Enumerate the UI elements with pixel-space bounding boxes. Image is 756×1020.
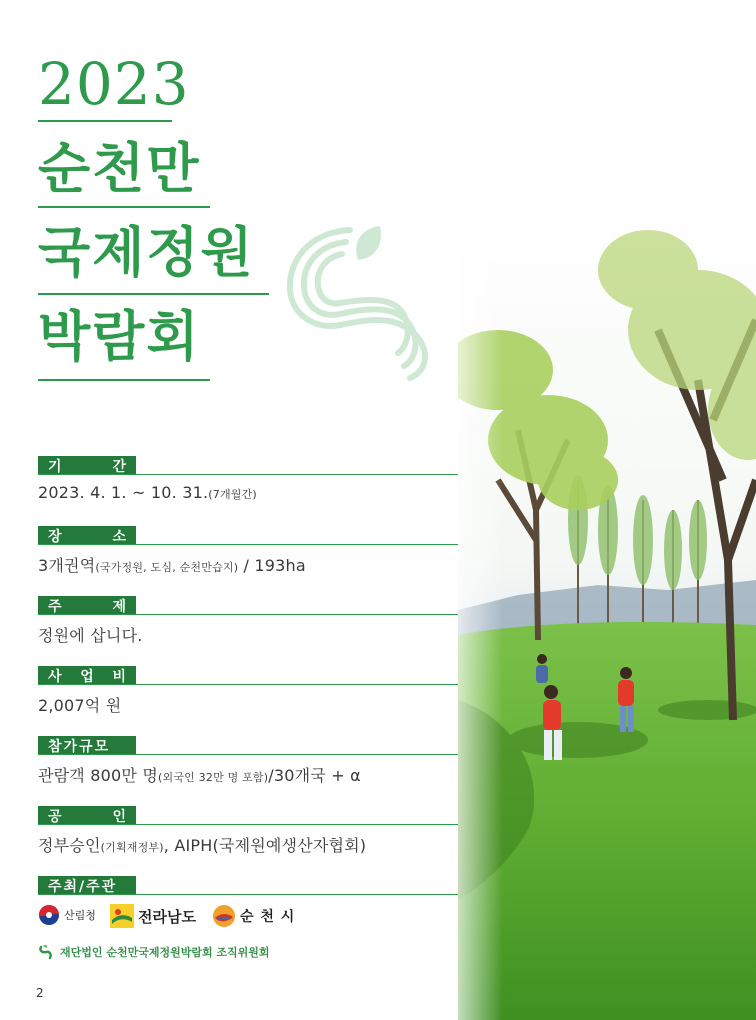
org-committee-name: 재단법인 순천만국제정원박람회 조직위원회 bbox=[60, 946, 270, 959]
label-char: 비 bbox=[112, 668, 126, 685]
title-underline-2 bbox=[38, 293, 269, 295]
label-char: 간 bbox=[112, 458, 126, 475]
org-committee bbox=[38, 944, 270, 960]
org-forest-service bbox=[38, 904, 96, 926]
org-suncheon bbox=[212, 904, 295, 928]
info-rule bbox=[38, 684, 458, 685]
title-line-3: 박람회 bbox=[38, 305, 201, 368]
info-rule bbox=[38, 894, 458, 895]
value-main: 2,007억 원 bbox=[38, 696, 122, 715]
label-char: 장 bbox=[48, 528, 62, 545]
value-small: (국가정원, 도심, 순천만습지) bbox=[95, 561, 239, 574]
org-jeonnam bbox=[110, 904, 196, 928]
label-char: 업 bbox=[80, 668, 94, 685]
info-label-budget bbox=[38, 666, 136, 685]
value-small: (기획재정부) bbox=[100, 841, 164, 854]
info-label-period bbox=[38, 456, 136, 475]
info-value-budget bbox=[38, 693, 121, 716]
title-underline-1 bbox=[38, 206, 210, 208]
info-label-host bbox=[38, 876, 136, 895]
org-jeonnam-name: 전라남도 bbox=[138, 907, 196, 926]
info-rule bbox=[38, 614, 458, 615]
info-value-theme bbox=[38, 623, 143, 646]
info-value-venue bbox=[38, 553, 306, 576]
label-text: 주최/주관 bbox=[48, 878, 118, 895]
value-small: (외국인 32만 명 포함) bbox=[158, 771, 269, 784]
label-char: 기 bbox=[48, 458, 62, 475]
label-char: 공 bbox=[48, 808, 62, 825]
value-small: (7개월간) bbox=[208, 488, 257, 501]
info-label-venue bbox=[38, 526, 136, 545]
org-forest-service-name: 산림청 bbox=[64, 909, 96, 922]
info-rule bbox=[38, 544, 458, 545]
value-main: 정부승인 bbox=[38, 836, 101, 855]
info-rule bbox=[38, 754, 458, 755]
value-main: 2023. 4. 1. ~ 10. 31. bbox=[38, 483, 209, 502]
info-rule bbox=[38, 474, 458, 475]
title-year: 2023 bbox=[38, 50, 190, 118]
label-char: 사 bbox=[48, 668, 62, 685]
info-value-scale bbox=[38, 763, 361, 786]
label-char: 주 bbox=[48, 598, 62, 615]
value-main: 관람객 800만 명 bbox=[38, 766, 158, 785]
title-underline-year bbox=[38, 120, 172, 122]
title-line-1: 순천만 bbox=[38, 137, 201, 200]
value-main: 3개권역 bbox=[38, 556, 96, 575]
value-main: 정원에 삽니다. bbox=[38, 626, 143, 645]
value-after: / 193ha bbox=[238, 556, 306, 575]
info-label-theme bbox=[38, 596, 136, 615]
label-char: 인 bbox=[112, 808, 126, 825]
value-after: /30개국 + α bbox=[268, 766, 361, 785]
info-rule bbox=[38, 824, 458, 825]
jeonnam-logo-icon bbox=[110, 904, 134, 928]
label-text: 참가규모 bbox=[48, 738, 111, 755]
forest-service-logo-icon bbox=[38, 904, 60, 926]
label-char: 제 bbox=[112, 598, 126, 615]
org-suncheon-name: 순 천 시 bbox=[240, 909, 296, 925]
info-value-approval bbox=[38, 833, 366, 856]
park-photo bbox=[458, 180, 756, 1020]
info-value-period bbox=[38, 483, 257, 502]
title-line-2: 국제정원 bbox=[38, 221, 255, 284]
info-label-approval bbox=[38, 806, 136, 825]
value-after: , AIPH(국제원예생산자협회) bbox=[163, 836, 367, 855]
info-label-scale bbox=[38, 736, 136, 755]
expo-emblem-icon bbox=[280, 220, 445, 385]
title-underline-3 bbox=[38, 379, 210, 381]
committee-logo-icon bbox=[38, 944, 54, 960]
suncheon-logo-icon bbox=[212, 904, 236, 928]
page-number: 2 bbox=[36, 986, 44, 1000]
label-char: 소 bbox=[112, 528, 126, 545]
